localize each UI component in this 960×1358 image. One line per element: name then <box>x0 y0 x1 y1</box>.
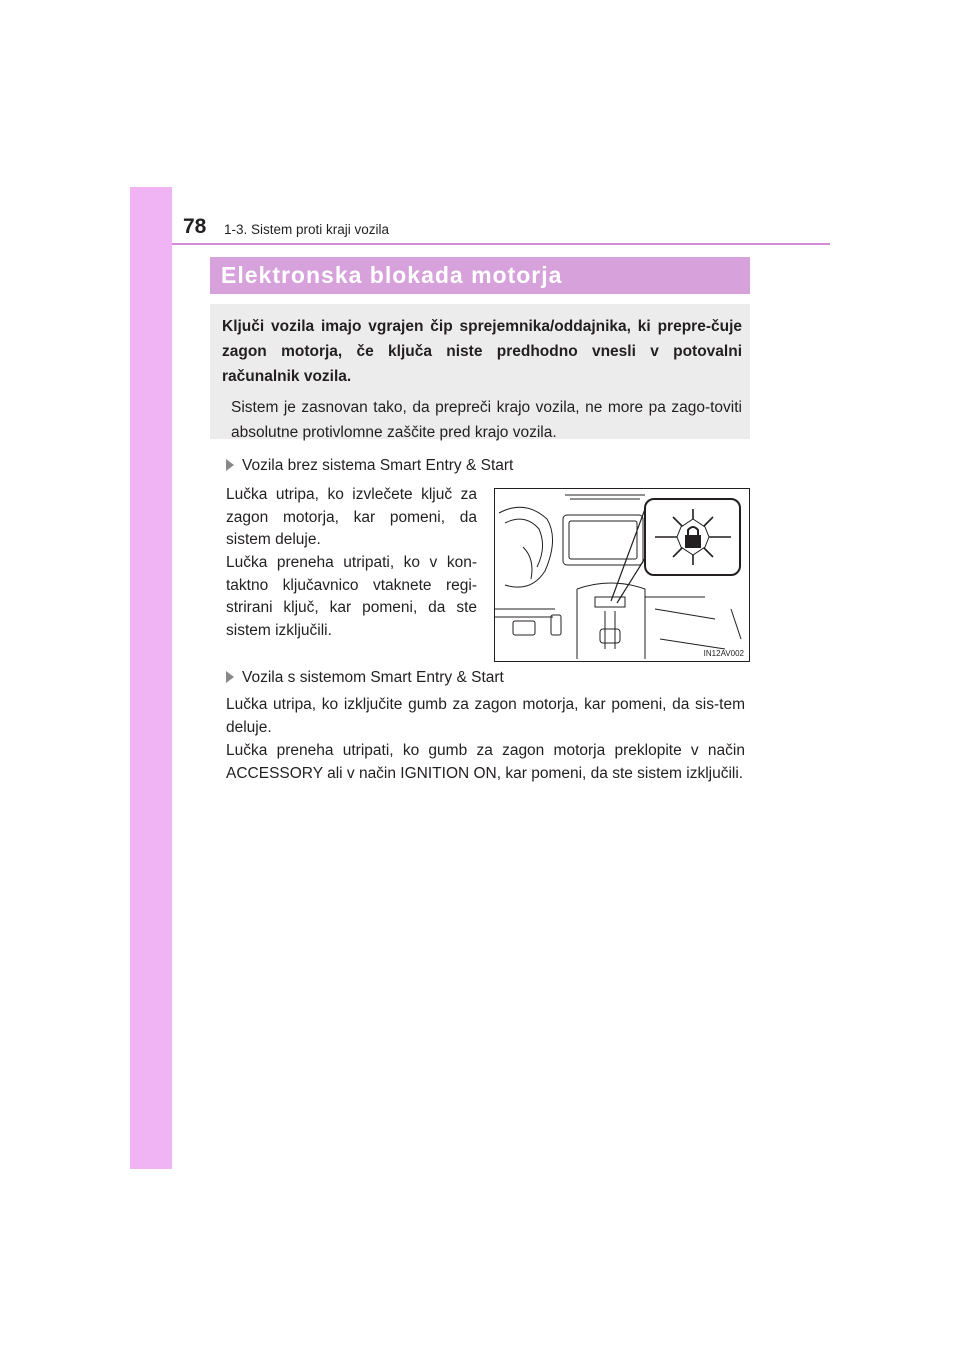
intro-note: Sistem je zasnovan tako, da prepreči krajo vozila, ne more pa zago-toviti absolutne protivlomne zaščite pred krajo vozila. <box>231 399 742 441</box>
header-divider <box>172 243 830 245</box>
section2-para1: Lučka utripa, ko izključite gumb za zagon motorja, kar pomeni, da sis-tem deluje. <box>226 696 745 736</box>
section1-heading-text: Vozila brez sistema Smart Entry & Start <box>242 457 514 474</box>
intro-bold-text: Ključi vozila imajo vgrajen čip sprejemnika/oddajnika, ki prepre-čuje zagon motorja, če ključa niste predhodno vnesli v potovalni računalnik vozila. <box>222 318 742 385</box>
section-header: 1-3. Sistem proti kraji vozila <box>224 222 390 237</box>
bullet-triangle-icon <box>226 671 234 683</box>
chapter-sidebar-tab <box>130 187 172 1169</box>
section1-heading <box>226 457 513 475</box>
section2-heading <box>226 669 504 687</box>
dashboard-drawing <box>495 489 750 662</box>
section2-para2: Lučka preneha utripati, ko gumb za zagon motorja preklopite v način ACCESSORY ali v način IGNITION ON, kar pomeni, da ste sistem izključili. <box>226 742 745 782</box>
section2-heading-text: Vozila s sistemom Smart Entry & Start <box>242 669 504 686</box>
page-title: Elektronska blokada motorja <box>210 257 750 294</box>
figure-code: IN12AV002 <box>703 649 744 658</box>
intro-box <box>210 304 750 439</box>
section1-para1: Lučka utripa, ko izvlečete ključ za zagon motorja, kar pomeni, da sistem deluje. <box>226 486 477 548</box>
section1-para2: Lučka preneha utripati, ko v kon-taktno ključavnico vtaknete regi-strirani ključ, kar pomeni, da ste sistem izključili. <box>226 554 477 639</box>
page-number: 78 <box>183 215 207 238</box>
dashboard-illustration <box>494 488 750 662</box>
bullet-triangle-icon <box>226 459 234 471</box>
